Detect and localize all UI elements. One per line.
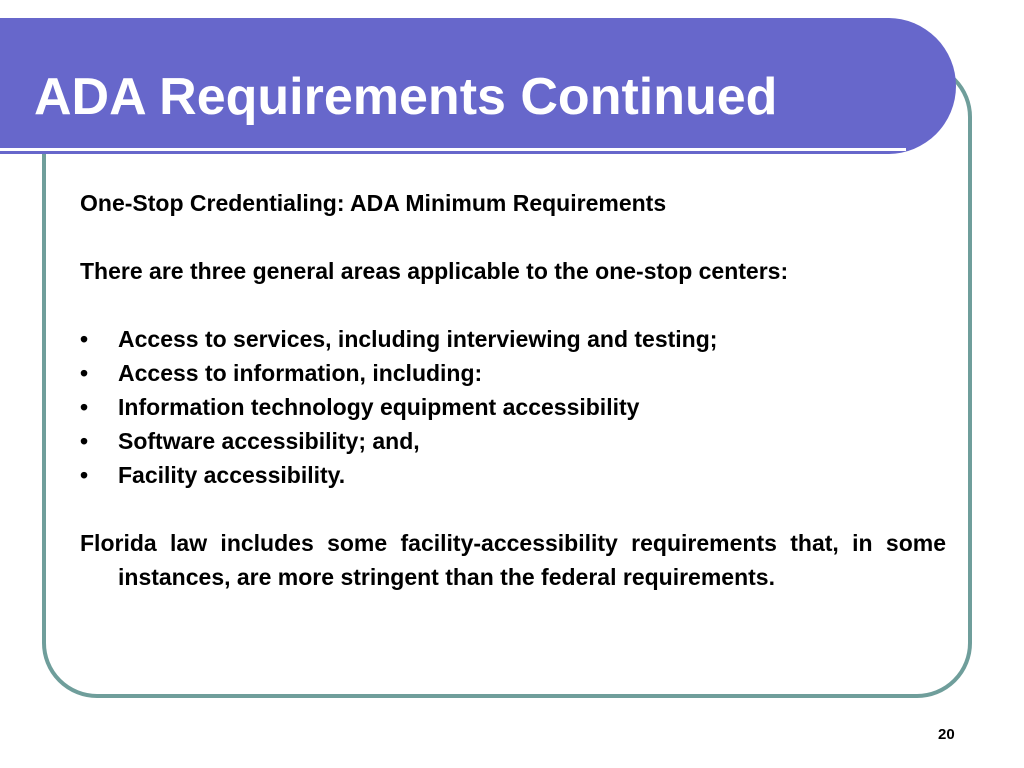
subheading: One-Stop Credentialing: ADA Minimum Requirements — [80, 190, 667, 216]
bullet-text: Access to services, including interviewing and testing; — [118, 326, 718, 352]
bullet-item — [80, 424, 946, 458]
bullet-marker: • — [80, 462, 89, 488]
bullet-marker: • — [80, 360, 89, 386]
bullet-text: Software accessibility; and, — [118, 428, 420, 454]
bullet-item — [80, 458, 946, 492]
intro-paragraph: There are three general areas applicable to the one-stop centers: — [80, 258, 789, 284]
bullet-text: Information technology equipment accessibility — [118, 394, 640, 420]
bullet-list — [80, 322, 946, 492]
slide-title: ADA Requirements Continued — [34, 68, 778, 126]
bullet-item — [80, 390, 946, 424]
bullet-marker: • — [80, 394, 89, 420]
bullet-marker: • — [80, 428, 89, 454]
title-banner — [0, 18, 956, 154]
page-number: 20 — [938, 726, 955, 743]
bullet-item — [80, 322, 946, 356]
bullet-text: Access to information, including: — [118, 360, 483, 386]
closing-paragraph: Florida law includes some facility-accessibility requirements that, in some instances, are more stringent than the federal requirements. — [80, 530, 946, 590]
bullet-item — [80, 356, 946, 390]
title-underline — [0, 148, 906, 151]
slide-body — [80, 186, 946, 594]
bullet-text: Facility accessibility. — [118, 462, 346, 488]
bullet-marker: • — [80, 326, 89, 352]
